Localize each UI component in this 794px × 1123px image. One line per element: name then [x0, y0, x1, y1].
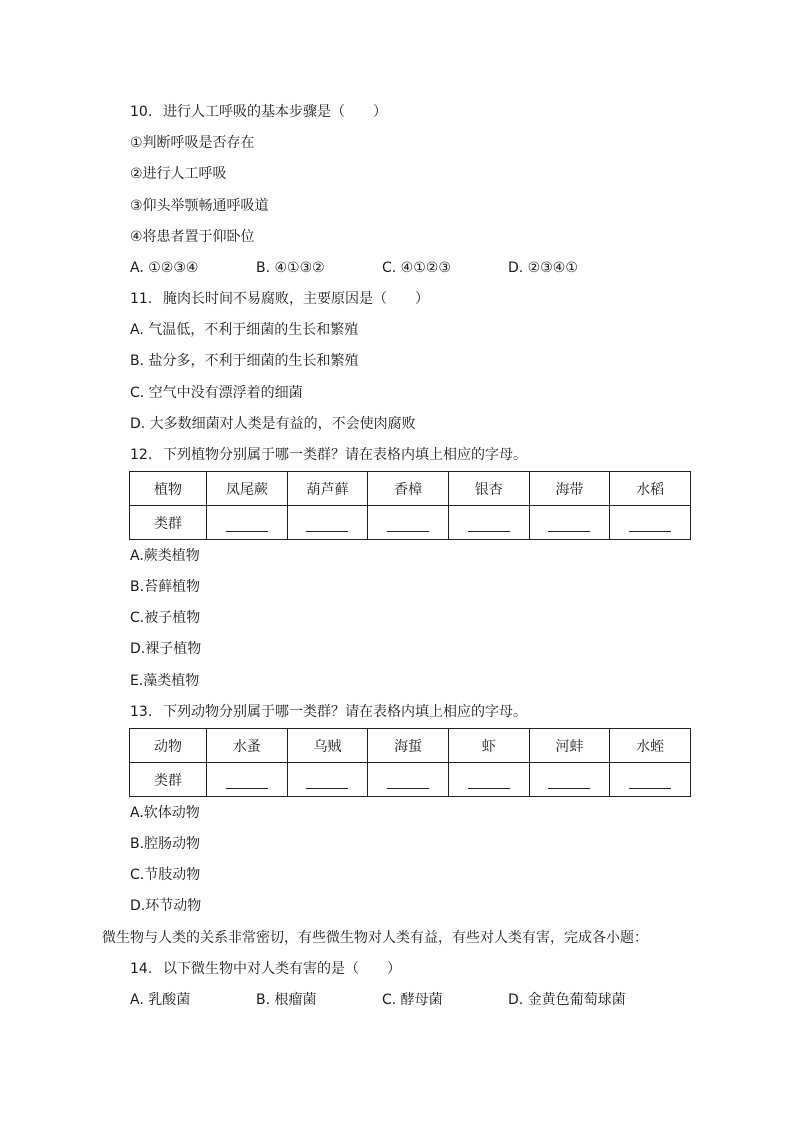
table-cell: 银杏 — [448, 472, 529, 506]
q12-choice-d: D.裸子植物 — [130, 641, 202, 657]
table-cell: 乌贼 — [287, 729, 368, 763]
answer-blank-cell[interactable] — [529, 763, 610, 797]
table-cell: 水稻 — [610, 472, 691, 506]
table-cell: 葫芦藓 — [287, 472, 368, 506]
answer-blank-cell[interactable] — [529, 506, 610, 540]
q10-number: 10. — [130, 104, 153, 120]
answer-blank[interactable] — [387, 517, 429, 532]
q10-option-d: D. ②③④① — [508, 260, 578, 276]
answer-blank-cell[interactable] — [287, 763, 368, 797]
section-intro: 微生物与人类的关系非常密切，有些微生物对人类有益，有些对人类有害，完成各小题： — [102, 930, 648, 946]
q10-stem: 进行人工呼吸的基本步骤是（ ） — [163, 104, 387, 120]
q11-stem-line — [130, 289, 429, 309]
answer-blank-cell[interactable] — [368, 506, 449, 540]
q10-stem-line — [130, 102, 387, 122]
table-header-cell: 类群 — [130, 506, 207, 540]
q13-choice-b: B.腔肠动物 — [130, 836, 201, 852]
answer-blank-cell[interactable] — [207, 763, 288, 797]
q13-number: 13. — [130, 704, 153, 720]
q12-number: 12. — [130, 447, 153, 463]
answer-blank[interactable] — [548, 517, 590, 532]
q12-choice-c: C.被子植物 — [130, 610, 201, 626]
table-header-cell: 动物 — [130, 729, 207, 763]
q10-item-4: ④将患者置于仰卧位 — [130, 229, 255, 245]
q14-options — [130, 990, 690, 1010]
table-cell: 水蚤 — [207, 729, 288, 763]
answer-blank-cell[interactable] — [368, 763, 449, 797]
q10-option-a: A. ①②③④ — [130, 260, 199, 276]
table-row — [130, 763, 691, 797]
q14-option-d: D. 金黄色葡萄球菌 — [508, 992, 626, 1008]
q14-option-c: C. 酵母菌 — [382, 992, 443, 1008]
table-row — [130, 506, 691, 540]
q11-option-d: D. 大多数细菌对人类是有益的，不会使肉腐败 — [130, 416, 416, 432]
table-row — [130, 729, 691, 763]
table-cell: 海带 — [529, 472, 610, 506]
q10-item-1: ①判断呼吸是否存在 — [130, 135, 255, 151]
answer-blank[interactable] — [306, 774, 348, 789]
q11-option-b: B. 盐分多，不利于细菌的生长和繁殖 — [130, 353, 359, 369]
q12-choice-e: E.藻类植物 — [130, 673, 200, 689]
q10-item-2: ②进行人工呼吸 — [130, 166, 227, 182]
q11-number: 11. — [130, 291, 153, 307]
answer-blank[interactable] — [387, 774, 429, 789]
answer-blank[interactable] — [226, 517, 268, 532]
q10-item-3: ③仰头举颚畅通呼吸道 — [130, 198, 269, 214]
table-header-cell: 植物 — [130, 472, 207, 506]
answer-blank-cell[interactable] — [448, 506, 529, 540]
q11-option-a: A. 气温低，不利于细菌的生长和繁殖 — [130, 322, 359, 338]
q12-choice-a: A.蕨类植物 — [130, 548, 200, 564]
q11-stem: 腌肉长时间不易腐败，主要原因是（ ） — [163, 291, 429, 307]
answer-blank[interactable] — [226, 774, 268, 789]
answer-blank-cell[interactable] — [207, 506, 288, 540]
q14-option-b: B. 根瘤菌 — [256, 992, 317, 1008]
answer-blank-cell[interactable] — [610, 506, 691, 540]
q13-choice-a: A.软体动物 — [130, 805, 200, 821]
answer-blank[interactable] — [306, 517, 348, 532]
q13-stem-line — [130, 702, 527, 722]
q11-option-c: C. 空气中没有漂浮着的细菌 — [130, 385, 303, 401]
answer-blank-cell[interactable] — [287, 506, 368, 540]
answer-blank[interactable] — [629, 774, 671, 789]
table-cell: 虾 — [448, 729, 529, 763]
q10-option-c: C. ④①②③ — [382, 260, 451, 276]
answer-blank[interactable] — [548, 774, 590, 789]
q13-choice-d: D.环节动物 — [130, 898, 202, 914]
table-cell: 凤尾蕨 — [207, 472, 288, 506]
table-cell: 水蛭 — [610, 729, 691, 763]
table-cell: 香樟 — [368, 472, 449, 506]
table-header-cell: 类群 — [130, 763, 207, 797]
q12-stem-line — [130, 445, 527, 465]
q10-option-b: B. ④①③② — [256, 260, 325, 276]
table-cell: 河蚌 — [529, 729, 610, 763]
q14-stem: 以下微生物中对人类有害的是（ ） — [163, 961, 401, 977]
q14-option-a: A. 乳酸菌 — [130, 992, 191, 1008]
answer-blank[interactable] — [468, 774, 510, 789]
q13-stem: 下列动物分别属于哪一类群？请在表格内填上相应的字母。 — [163, 704, 527, 720]
q10-options — [130, 258, 690, 278]
answer-blank[interactable] — [629, 517, 671, 532]
q14-number: 14. — [130, 961, 153, 977]
answer-blank-cell[interactable] — [610, 763, 691, 797]
table-cell: 海蜇 — [368, 729, 449, 763]
answer-blank[interactable] — [468, 517, 510, 532]
answer-blank-cell[interactable] — [448, 763, 529, 797]
q14-stem-line — [130, 959, 401, 979]
q13-choice-c: C.节肢动物 — [130, 867, 201, 883]
table-row — [130, 472, 691, 506]
q13-table — [129, 728, 691, 797]
q12-stem: 下列植物分别属于哪一类群？请在表格内填上相应的字母。 — [163, 447, 527, 463]
q12-table — [129, 471, 691, 540]
q12-choice-b: B.苔藓植物 — [130, 579, 201, 595]
